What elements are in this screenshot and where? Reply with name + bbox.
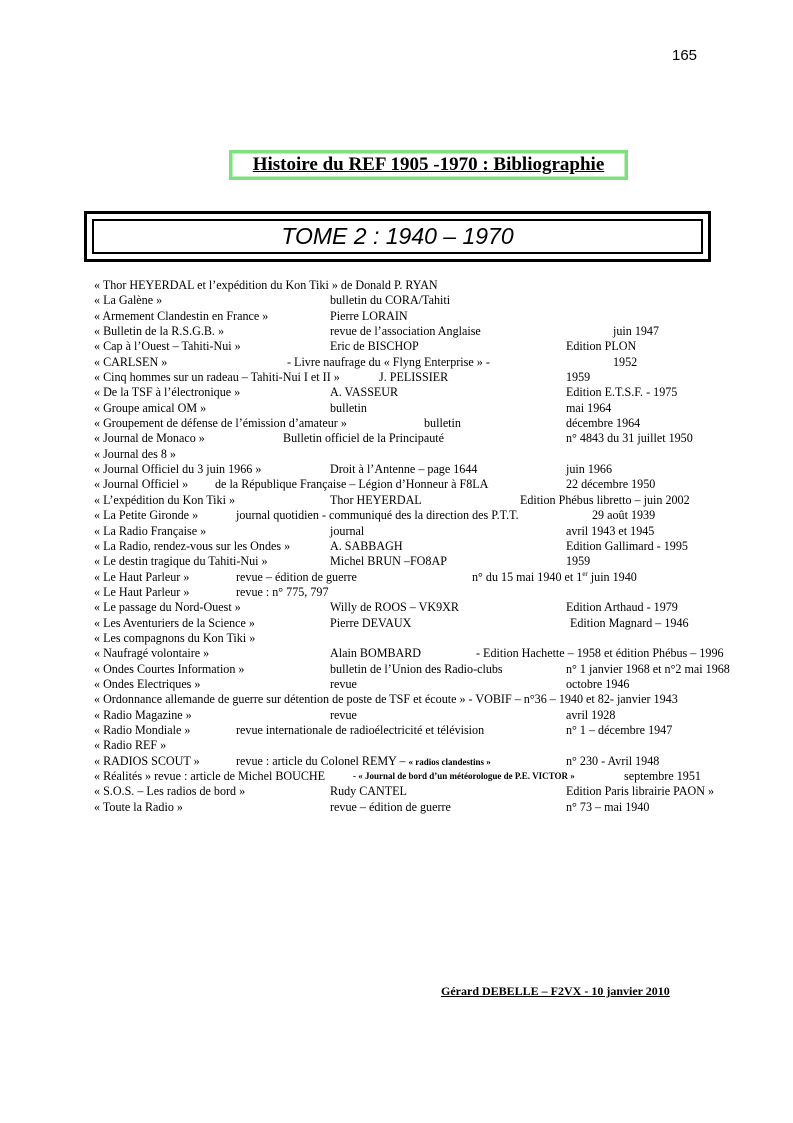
bib-source: - Livre naufrage du « Flyng Enterprise » - <box>287 354 490 369</box>
bib-source: revue <box>330 707 357 722</box>
bib-row <box>94 662 774 677</box>
bib-title: « Radio Mondiale » <box>94 722 191 737</box>
bib-title: « Le Haut Parleur » <box>94 584 190 599</box>
bib-source: revue – édition de guerre <box>236 569 357 584</box>
bib-source: revue – édition de guerre <box>330 799 451 814</box>
bib-source: Thor HEYERDAL <box>330 492 422 507</box>
bib-date: juin 1947 <box>613 324 660 339</box>
bib-source: J. PELISSIER <box>379 370 449 385</box>
bib-title: « Le destin tragique du Tahiti-Nui » <box>94 554 268 569</box>
bib-row <box>94 309 774 324</box>
bib-title: « Réalités » revue : article de Michel BOUCHE <box>94 769 326 783</box>
bib-source: bulletin du CORA/Tahiti <box>330 293 451 308</box>
bib-source: bulletin <box>424 416 461 431</box>
bib-title: « Cap à l’Ouest – Tahiti-Nui » <box>94 339 241 354</box>
bib-row <box>94 600 774 615</box>
bib-title: « Les Aventuriers de la Science » <box>94 615 255 630</box>
bib-title: « Naufragé volontaire » <box>94 646 210 661</box>
bib-source: bulletin de l’Union des Radio-clubs <box>330 661 503 676</box>
bib-row <box>94 447 774 462</box>
bib-title: « Ordonnance allemande de guerre sur détention de poste de TSF et écoute » - VOBIF – n°36 – 1940 et 82- janvier 1943 <box>94 692 678 707</box>
bib-source: revue de l’association Anglaise <box>330 324 481 339</box>
bib-date: 1959 <box>566 554 591 569</box>
bib-title: « S.O.S. – Les radios de bord » <box>94 784 246 799</box>
ordinal-suffix: er <box>582 569 588 578</box>
bib-source: Eric de BISCHOP <box>330 339 419 354</box>
bib-date: Edition Phébus libretto – juin 2002 <box>520 492 690 507</box>
bib-title: « La Petite Gironde » <box>94 508 199 523</box>
bib-row <box>94 416 774 431</box>
bib-title: « Radio REF » <box>94 738 167 753</box>
bib-date: 1959 <box>566 370 591 385</box>
bibliography-list <box>94 278 774 815</box>
bib-row <box>94 738 774 753</box>
bib-title: « Le passage du Nord-Ouest » <box>94 600 241 615</box>
bib-row <box>94 524 774 539</box>
bib-title: « La Radio Française » <box>94 523 207 538</box>
bib-row <box>94 692 774 707</box>
bib-row <box>94 385 774 400</box>
bib-source: A. VASSEUR <box>330 385 399 400</box>
bib-row <box>94 339 774 354</box>
page-title: Histoire du REF 1905 -1970 : Bibliographie <box>229 150 628 180</box>
bib-row <box>94 800 774 815</box>
bib-source-quote: - « Journal de bord d’un météorologue de P.E. VICTOR » <box>353 771 575 781</box>
bib-source: Pierre LORAIN <box>330 308 408 323</box>
bib-source: revue <box>330 676 357 691</box>
bib-title: « Groupe amical OM » <box>94 400 207 415</box>
bib-date: n° 1 – décembre 1947 <box>566 722 673 737</box>
bib-date: 22 décembre 1950 <box>566 477 656 492</box>
bib-date: n° 1 janvier 1968 et n°2 mai 1968 <box>566 661 730 676</box>
bib-date: Edition Paris librairie PAON » <box>566 784 715 799</box>
bib-source: Michel BRUN –FO8AP <box>330 554 447 569</box>
bib-date: n° 230 - Avril 1948 <box>566 753 660 768</box>
bib-source <box>236 754 491 770</box>
bib-row <box>94 723 774 738</box>
bib-date: septembre 1951 <box>624 769 701 783</box>
bib-title: « CARLSEN » <box>94 354 168 369</box>
bib-row <box>94 754 774 769</box>
bib-source-quote: « radios clandestins » <box>408 756 491 767</box>
bib-row <box>94 293 774 308</box>
bib-date: octobre 1946 <box>566 676 630 691</box>
bib-source: Rudy CANTEL <box>330 784 407 799</box>
bib-source: bulletin <box>330 400 367 415</box>
bib-row <box>94 616 774 631</box>
bib-title: « La Galène » <box>94 293 163 308</box>
bib-title: « De la TSF à l’électronique » <box>94 385 241 400</box>
bib-title: « Armement Clandestin en France » <box>94 308 269 323</box>
bib-row <box>94 324 774 339</box>
bib-title: « Journal des 8 » <box>94 446 176 461</box>
bib-date: décembre 1964 <box>566 416 641 431</box>
bib-source: Bulletin officiel de la Principauté <box>283 431 444 446</box>
author-signature: Gérard DEBELLE – F2VX - 10 janvier 2010 <box>441 984 670 998</box>
bib-row <box>94 677 774 692</box>
bib-date: Edition PLON <box>566 339 637 354</box>
bib-row <box>94 493 774 508</box>
bib-date: - Edition Hachette – 1958 et édition Phébus – 1996 <box>476 646 724 661</box>
bib-title: « Groupement de défense de l’émission d’amateur » <box>94 416 347 431</box>
bib-row <box>94 784 774 799</box>
bib-title: « La Radio, rendez-vous sur les Ondes » <box>94 538 291 553</box>
bib-row <box>94 370 774 385</box>
bib-source: Pierre DEVAUX <box>330 615 412 630</box>
bib-title: « Le Haut Parleur » <box>94 569 190 584</box>
bib-row <box>94 278 774 293</box>
bib-source: Willy de ROOS – VK9XR <box>330 600 459 615</box>
bib-row <box>94 554 774 569</box>
bib-row <box>94 355 774 370</box>
bib-title: « Ondes Courtes Information » <box>94 661 245 676</box>
bib-source-text: revue : article du Colonel REMY – <box>236 753 409 768</box>
bib-title: « Cinq hommes sur un radeau – Tahiti-Nui I et II » <box>94 370 340 385</box>
bib-date: Edition Gallimard - 1995 <box>566 538 688 553</box>
bib-title: « RADIOS SCOUT » <box>94 753 200 768</box>
bib-source: Alain BOMBARD <box>330 646 422 661</box>
bib-title: « L’expédition du Kon Tiki » <box>94 492 235 507</box>
bib-row <box>94 431 774 446</box>
bib-row <box>94 539 774 554</box>
bib-title: « Journal de Monaco » <box>94 431 205 446</box>
bib-row <box>94 462 774 477</box>
bib-row <box>94 477 774 492</box>
bib-source: revue internationale de radioélectricité et télévision <box>236 722 485 737</box>
bib-title: « Bulletin de la R.S.G.B. » <box>94 324 225 339</box>
bib-source: journal quotidien - communiqué des la direction des P.T.T. <box>236 508 519 523</box>
bib-date: n° 4843 du 31 juillet 1950 <box>566 431 693 446</box>
bib-date: n° 73 – mai 1940 <box>566 799 650 814</box>
bib-date: Edition E.T.S.F. - 1975 <box>566 385 678 400</box>
bib-date: Edition Arthaud - 1979 <box>566 600 678 615</box>
bib-row <box>94 570 774 585</box>
bib-source: A. SABBAGH <box>330 538 403 553</box>
page-number: 165 <box>672 47 698 64</box>
bib-date-text: juin 1940 <box>587 569 637 584</box>
bib-row <box>94 769 774 784</box>
bib-date: juin 1966 <box>566 462 613 477</box>
bib-title: « Radio Magazine » <box>94 707 192 722</box>
bib-date: 29 août 1939 <box>592 508 656 523</box>
bib-title: « Ondes Electriques » <box>94 676 201 691</box>
bib-date: Edition Magnard – 1946 <box>570 615 689 630</box>
bib-source: journal <box>330 523 365 538</box>
bib-title: « Les compagnons du Kon Tiki » <box>94 630 256 645</box>
bib-row <box>94 401 774 416</box>
bib-source: de la République Française – Légion d’Honneur à F8LA <box>215 477 489 492</box>
bib-source: Droit à l’Antenne – page 1644 <box>330 462 478 477</box>
bib-date: 1952 <box>613 354 638 369</box>
tome-heading: TOME 2 : 1940 – 1970 <box>92 219 703 254</box>
bib-row <box>94 646 774 661</box>
bib-date: avril 1943 et 1945 <box>566 523 655 538</box>
bib-row <box>94 585 774 600</box>
bib-title: « Journal Officiel » <box>94 477 189 492</box>
bib-row <box>94 508 774 523</box>
bib-date <box>472 570 637 585</box>
bib-row <box>94 631 774 646</box>
bib-date: mai 1964 <box>566 400 612 415</box>
bib-date-text: n° du 15 mai 1940 et 1 <box>472 569 583 584</box>
bib-row <box>94 708 774 723</box>
bib-title: « Toute la Radio » <box>94 799 183 814</box>
bib-source: revue : n° 775, 797 <box>236 584 329 599</box>
tome-box <box>84 211 711 262</box>
bib-date: avril 1928 <box>566 707 616 722</box>
bib-title: « Journal Officiel du 3 juin 1966 » <box>94 462 262 477</box>
bib-title: « Thor HEYERDAL et l’expédition du Kon Tiki » de Donald P. RYAN <box>94 278 438 292</box>
